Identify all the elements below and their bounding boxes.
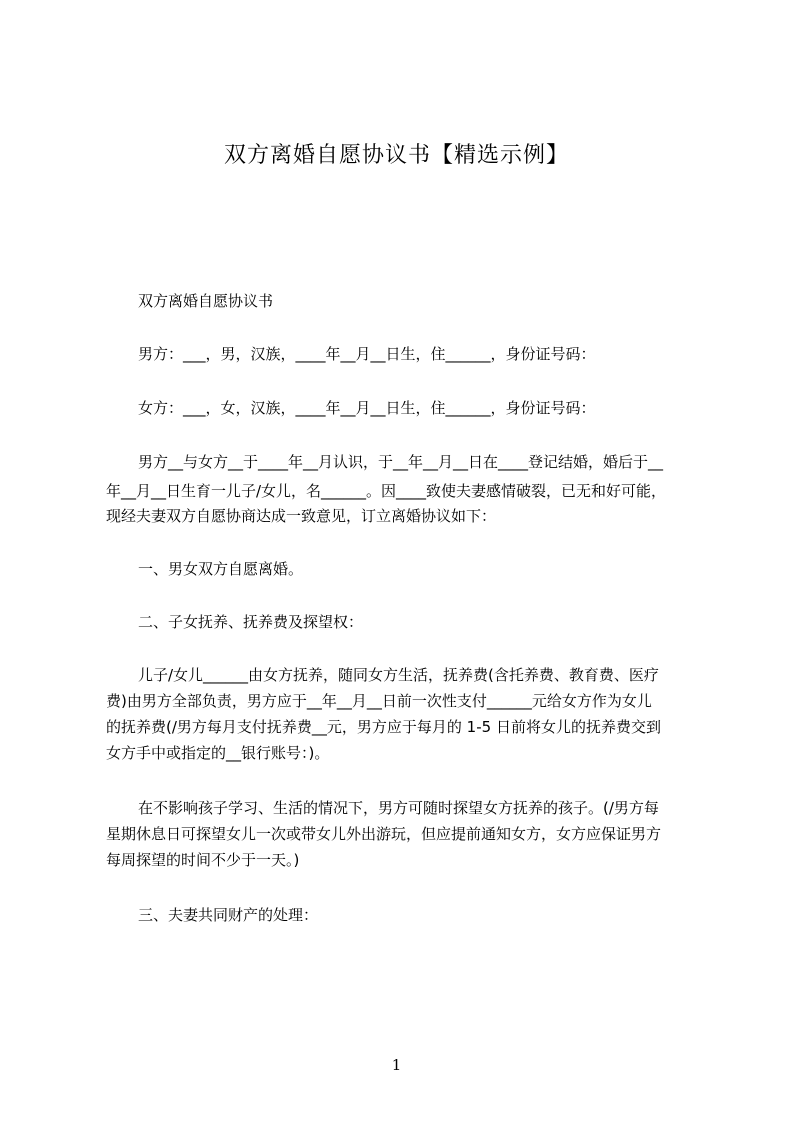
paragraph-line: 的抚养费(/男方每月支付抚养费__元，男方应于每月的 1-5 日前将女儿的抚养费交到 bbox=[106, 718, 661, 736]
page-title: 双方离婚自愿协议书【精选示例】 bbox=[223, 143, 569, 168]
page-number: 1 bbox=[391, 1056, 402, 1074]
paragraph-line: 在不影响孩子学习、生活的情况下，男方可随时探望女方抚养的孩子。(/男方每 bbox=[138, 799, 659, 817]
paragraph-line: 年__月__日生育一儿子/女儿，名______。因____致使夫妻感情破裂，已无和好可能， bbox=[106, 482, 667, 500]
paragraph-line: 星期休息日可探望女儿一次或带女儿外出游玩，但应提前通知女方，女方应保证男方 bbox=[106, 825, 662, 843]
paragraph-line: 儿子/女儿______由女方抚养，随同女方生活，抚养费(含托养费、教育费、医疗 bbox=[138, 666, 659, 684]
section-heading: 一、男女双方自愿离婚。 bbox=[138, 560, 304, 578]
paragraph-line: 现经夫妻双方自愿协商达成一致意见，订立离婚协议如下： bbox=[106, 507, 497, 525]
paragraph-line: 女方手中或指定的__银行账号：)。 bbox=[106, 744, 330, 762]
paragraph-line: 每周探望的时间不少于一天。) bbox=[106, 851, 300, 869]
paragraph-line: 男方：___，男，汉族，____年__月__日生，住______，身份证号码： bbox=[138, 345, 596, 363]
paragraph-line: 男方__与女方__于____年__月认识，于__年__月__日在____登记结婚，婚后于__ bbox=[138, 453, 664, 471]
section-heading: 三、夫妻共同财产的处理： bbox=[138, 906, 319, 924]
section-heading: 二、子女抚养、抚养费及探望权： bbox=[138, 613, 364, 631]
paragraph-line: 女方：___，女，汉族，____年__月__日生，住______，身份证号码： bbox=[138, 399, 596, 417]
paragraph-line: 费)由男方全部负责，男方应于__年__月__日前一次性支付______元给女方作为女儿 bbox=[106, 692, 652, 710]
paragraph-heading: 双方离婚自愿协议书 bbox=[138, 292, 274, 310]
